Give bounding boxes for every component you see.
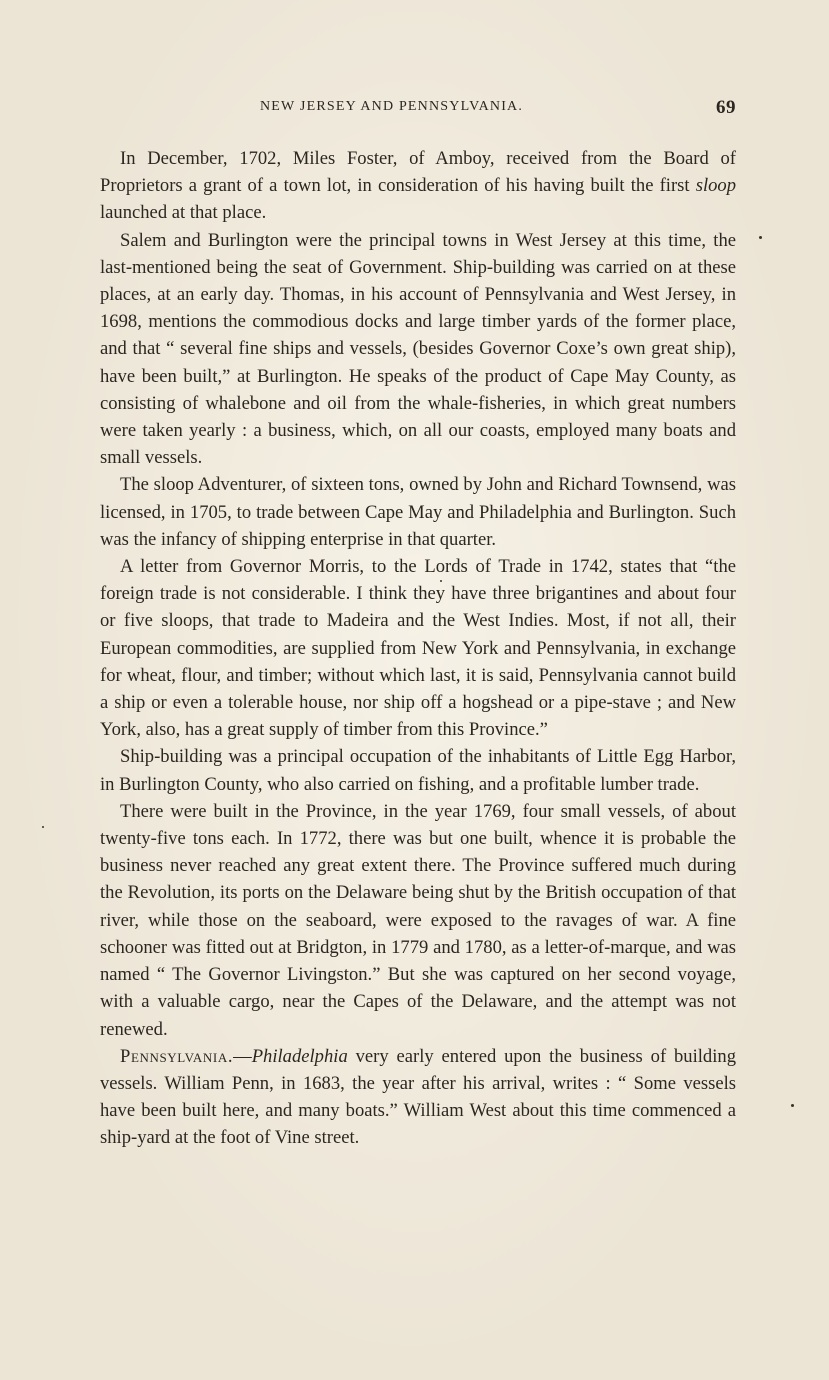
paper-speck	[440, 580, 442, 582]
paragraph: A letter from Governor Morris, to the Lords of Trade in 1742, states that “the foreign trade is not considerable. I think they have three brigantines and about four or five sloops, that trade to Madeira and the West Indies. Most, if not all, their European commodities, are supplied from New York and Pennsylvania, in exchange for wheat, flour, and timber; without which last, it is said, Pennsylvania cannot build a ship or even a tolerable house, nor ship off a hogshead or a pipe-stave ; and New York, also, has a great supply of timber from this Province.”	[100, 556, 736, 741]
paper-speck	[759, 236, 762, 239]
paragraph-text: launched at that place.	[100, 202, 267, 224]
running-title: NEW JERSEY AND PENNSYLVANIA.	[260, 99, 524, 114]
running-head	[100, 97, 736, 121]
paragraph: Salem and Burlington were the principal towns in West Jersey at this time, the last-mentioned being the seat of Government. Ship-building was carried on at these places, at an early day. Thomas, in his account of Pennsylvania and West Jersey, in 1698, mentions the commodious docks and large timber yards of the former place, and that “ several fine ships and vessels, (besides Governor Coxe’s own great ship), have been built,” at Burlington. He speaks of the product of Cape May County, as consisting of whalebone and oil from the whale-fisheries, in which great numbers were taken yearly : a business, which, on all our coasts, employed many boats and small vessels.	[100, 229, 736, 469]
italic-place: Philadelphia	[251, 1045, 348, 1067]
paragraph: Ship-building was a principal occupation of the inhabitants of Little Egg Harbor, in Burlington County, who also carried on fishing, and a profitable lumber trade.	[100, 746, 736, 795]
em-dash: —	[233, 1045, 252, 1067]
section-heading: Pennsylvania.	[120, 1045, 234, 1067]
body-text	[100, 145, 736, 1152]
paragraph	[100, 1043, 736, 1152]
paragraph-text: very early entered upon the business of building vessels. William Penn, in 1683, the year after his arrival, writes : “ Some vessels have been built here, and many boats.” William West about this time commenced a ship-yard at the foot of Vine street.	[100, 1045, 736, 1149]
italic-term: sloop	[695, 175, 736, 197]
paragraph-text: In December, 1702, Miles Foster, of Amboy, received from the Board of Proprietors a grant of a town lot, in consideration of his having built the first	[100, 148, 736, 197]
paper-speck	[791, 1104, 794, 1107]
paragraph: The sloop Adventurer, of sixteen tons, owned by John and Richard Townsend, was licensed, in 1705, to trade between Cape May and Philadelphia and Burlington. Such was the infancy of shipping enterprise in that quarter.	[100, 474, 736, 550]
paragraph	[100, 145, 736, 227]
page-number: 69	[716, 97, 736, 118]
paragraph: There were built in the Province, in the year 1769, four small vessels, of about twenty-five tons each. In 1772, there was but one built, whence it is probable the business never reached any great extent there. The Province suffered much during the Revolution, its ports on the Delaware being shut by the British occupation of that river, while those on the seaboard, were exposed to the ravages of war. A fine schooner was fitted out at Bridgton, in 1779 and 1780, as a letter-of-marque, and was named “ The Governor Livingston.” But she was captured on her second voyage, with a valuable cargo, near the Capes of the Delaware, and the attempt was not renewed.	[100, 800, 736, 1040]
paper-speck	[42, 826, 44, 828]
